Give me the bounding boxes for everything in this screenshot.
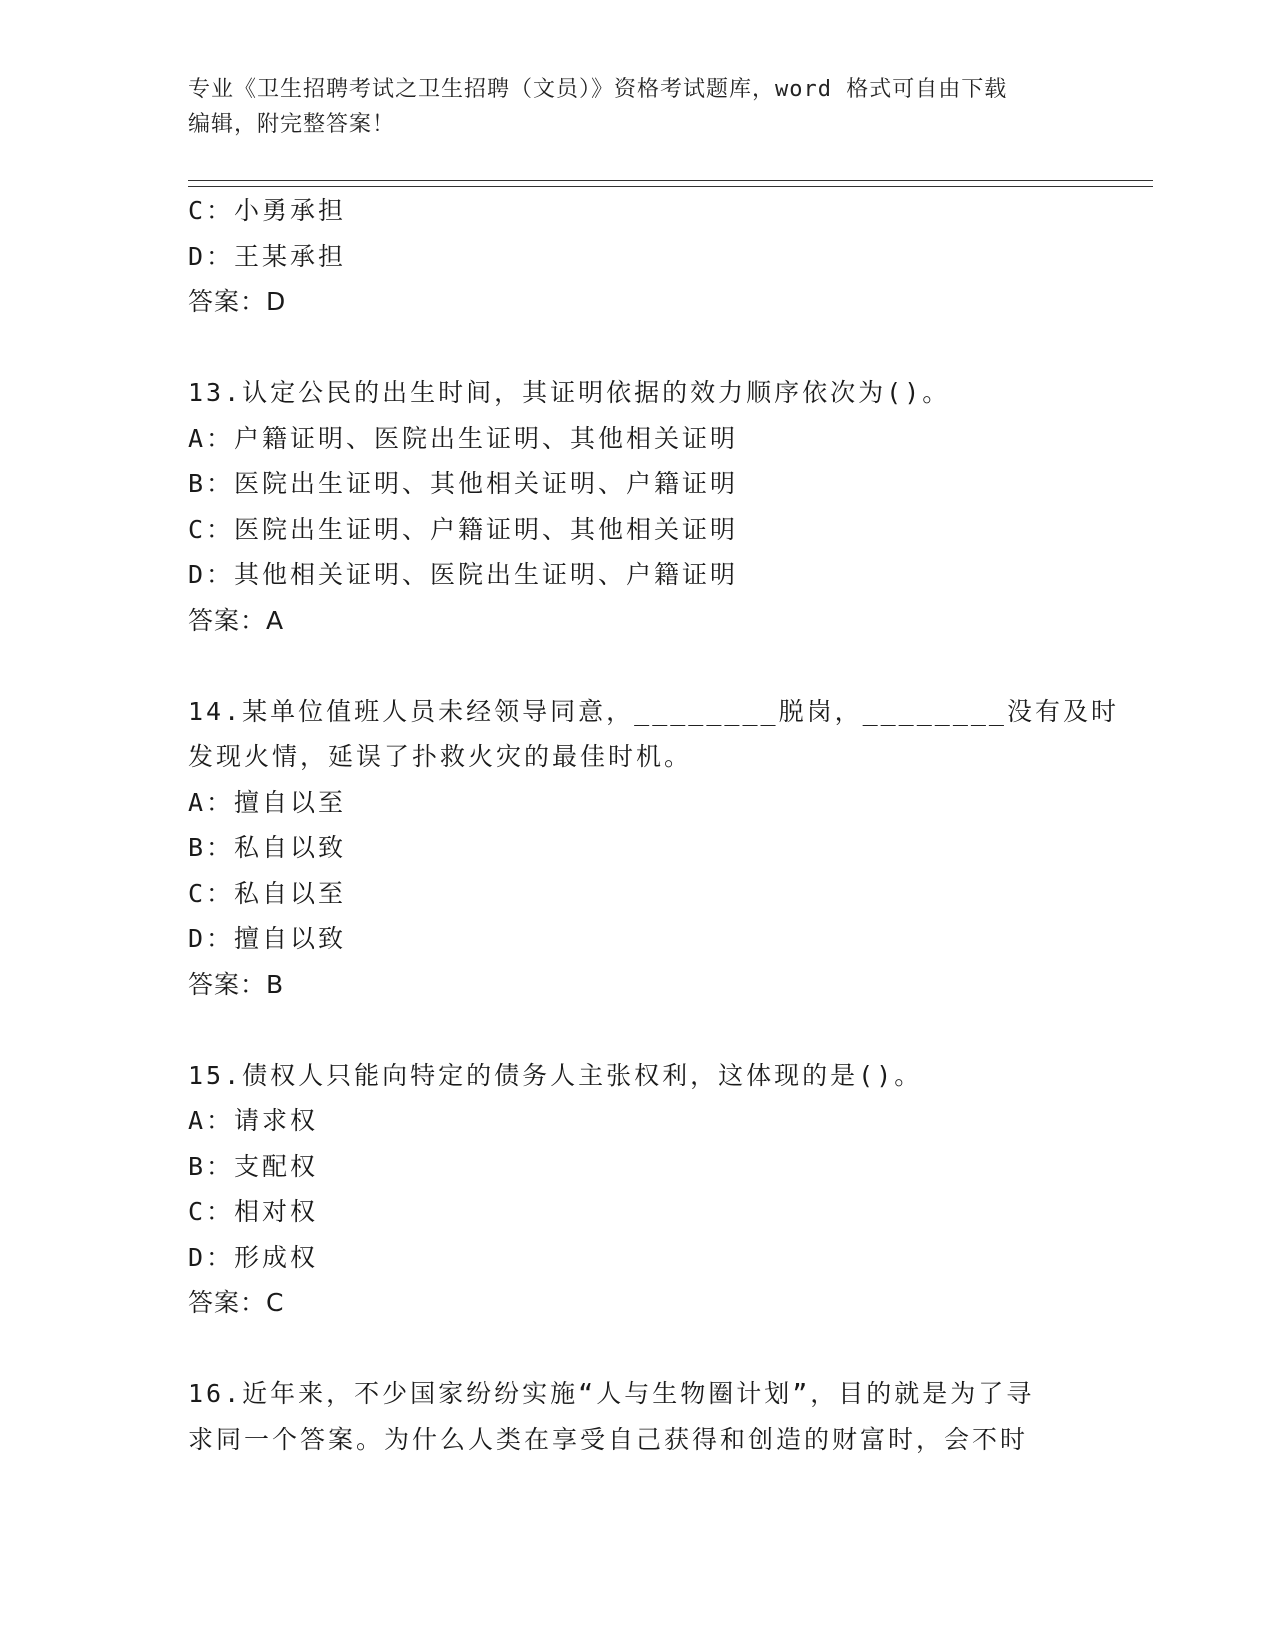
header-line-2: 编辑，附完整答案！ — [188, 112, 396, 137]
question-stem-line-2: 求同一个答案。为什么人类在享受自己获得和创造的财富时，会不时 — [188, 1424, 1029, 1454]
option-c: C：私自以至 — [188, 878, 347, 908]
question-13 — [188, 370, 1088, 643]
answer-line: 答案：C — [188, 1288, 285, 1317]
option-b: B：私自以致 — [188, 833, 347, 862]
option-c: C：小勇承担 — [188, 196, 347, 225]
option-b: B：医院出生证明、其他相关证明、户籍证明 — [188, 469, 739, 498]
question-15 — [188, 1053, 1088, 1326]
spacer — [188, 325, 1088, 371]
question-stem: 13.认定公民的出生时间，其证明依据的效力顺序依次为()。 — [188, 378, 951, 407]
answer-line: 答案：B — [188, 969, 285, 999]
spacer — [188, 1326, 1088, 1372]
option-d: D：其他相关证明、医院出生证明、户籍证明 — [188, 560, 739, 589]
answer-line: 答案：D — [188, 287, 287, 316]
question-stem-line-1: 16.近年来，不少国家纷纷实施“人与生物圈计划”，目的就是为了寻 — [188, 1379, 1035, 1408]
option-a: A：户籍证明、医院出生证明、其他相关证明 — [188, 423, 739, 453]
question-16 — [188, 1371, 1088, 1462]
question-list — [188, 188, 1119, 1462]
question-stem-line-2: 发现火情，延误了扑救火灾的最佳时机。 — [188, 742, 693, 771]
header-divider — [188, 180, 1153, 187]
question-stem: 15.债权人只能向特定的债务人主张权利，这体现的是()。 — [188, 1060, 923, 1090]
spacer — [188, 1007, 1088, 1053]
option-d: D：形成权 — [188, 1242, 319, 1272]
question-12-continued — [188, 188, 1088, 325]
option-a: A：请求权 — [188, 1106, 319, 1135]
option-d: D：王某承担 — [188, 241, 347, 271]
answer-line: 答案：A — [188, 605, 285, 635]
page-header — [188, 72, 1088, 142]
option-d: D：擅自以致 — [188, 924, 347, 953]
option-a: A：擅自以至 — [188, 787, 347, 817]
option-c: C：医院出生证明、户籍证明、其他相关证明 — [188, 514, 739, 544]
question-stem-line-1: 14.某单位值班人员未经领导同意，________脱岗，________没有及时 — [188, 696, 1119, 726]
option-c: C：相对权 — [188, 1197, 319, 1226]
header-line-1: 专业《卫生招聘考试之卫生招聘（文员）》资格考试题库，word 格式可自由下载 — [188, 77, 1008, 102]
question-14 — [188, 689, 1119, 1008]
option-b: B：支配权 — [188, 1151, 319, 1181]
spacer — [188, 643, 1088, 689]
